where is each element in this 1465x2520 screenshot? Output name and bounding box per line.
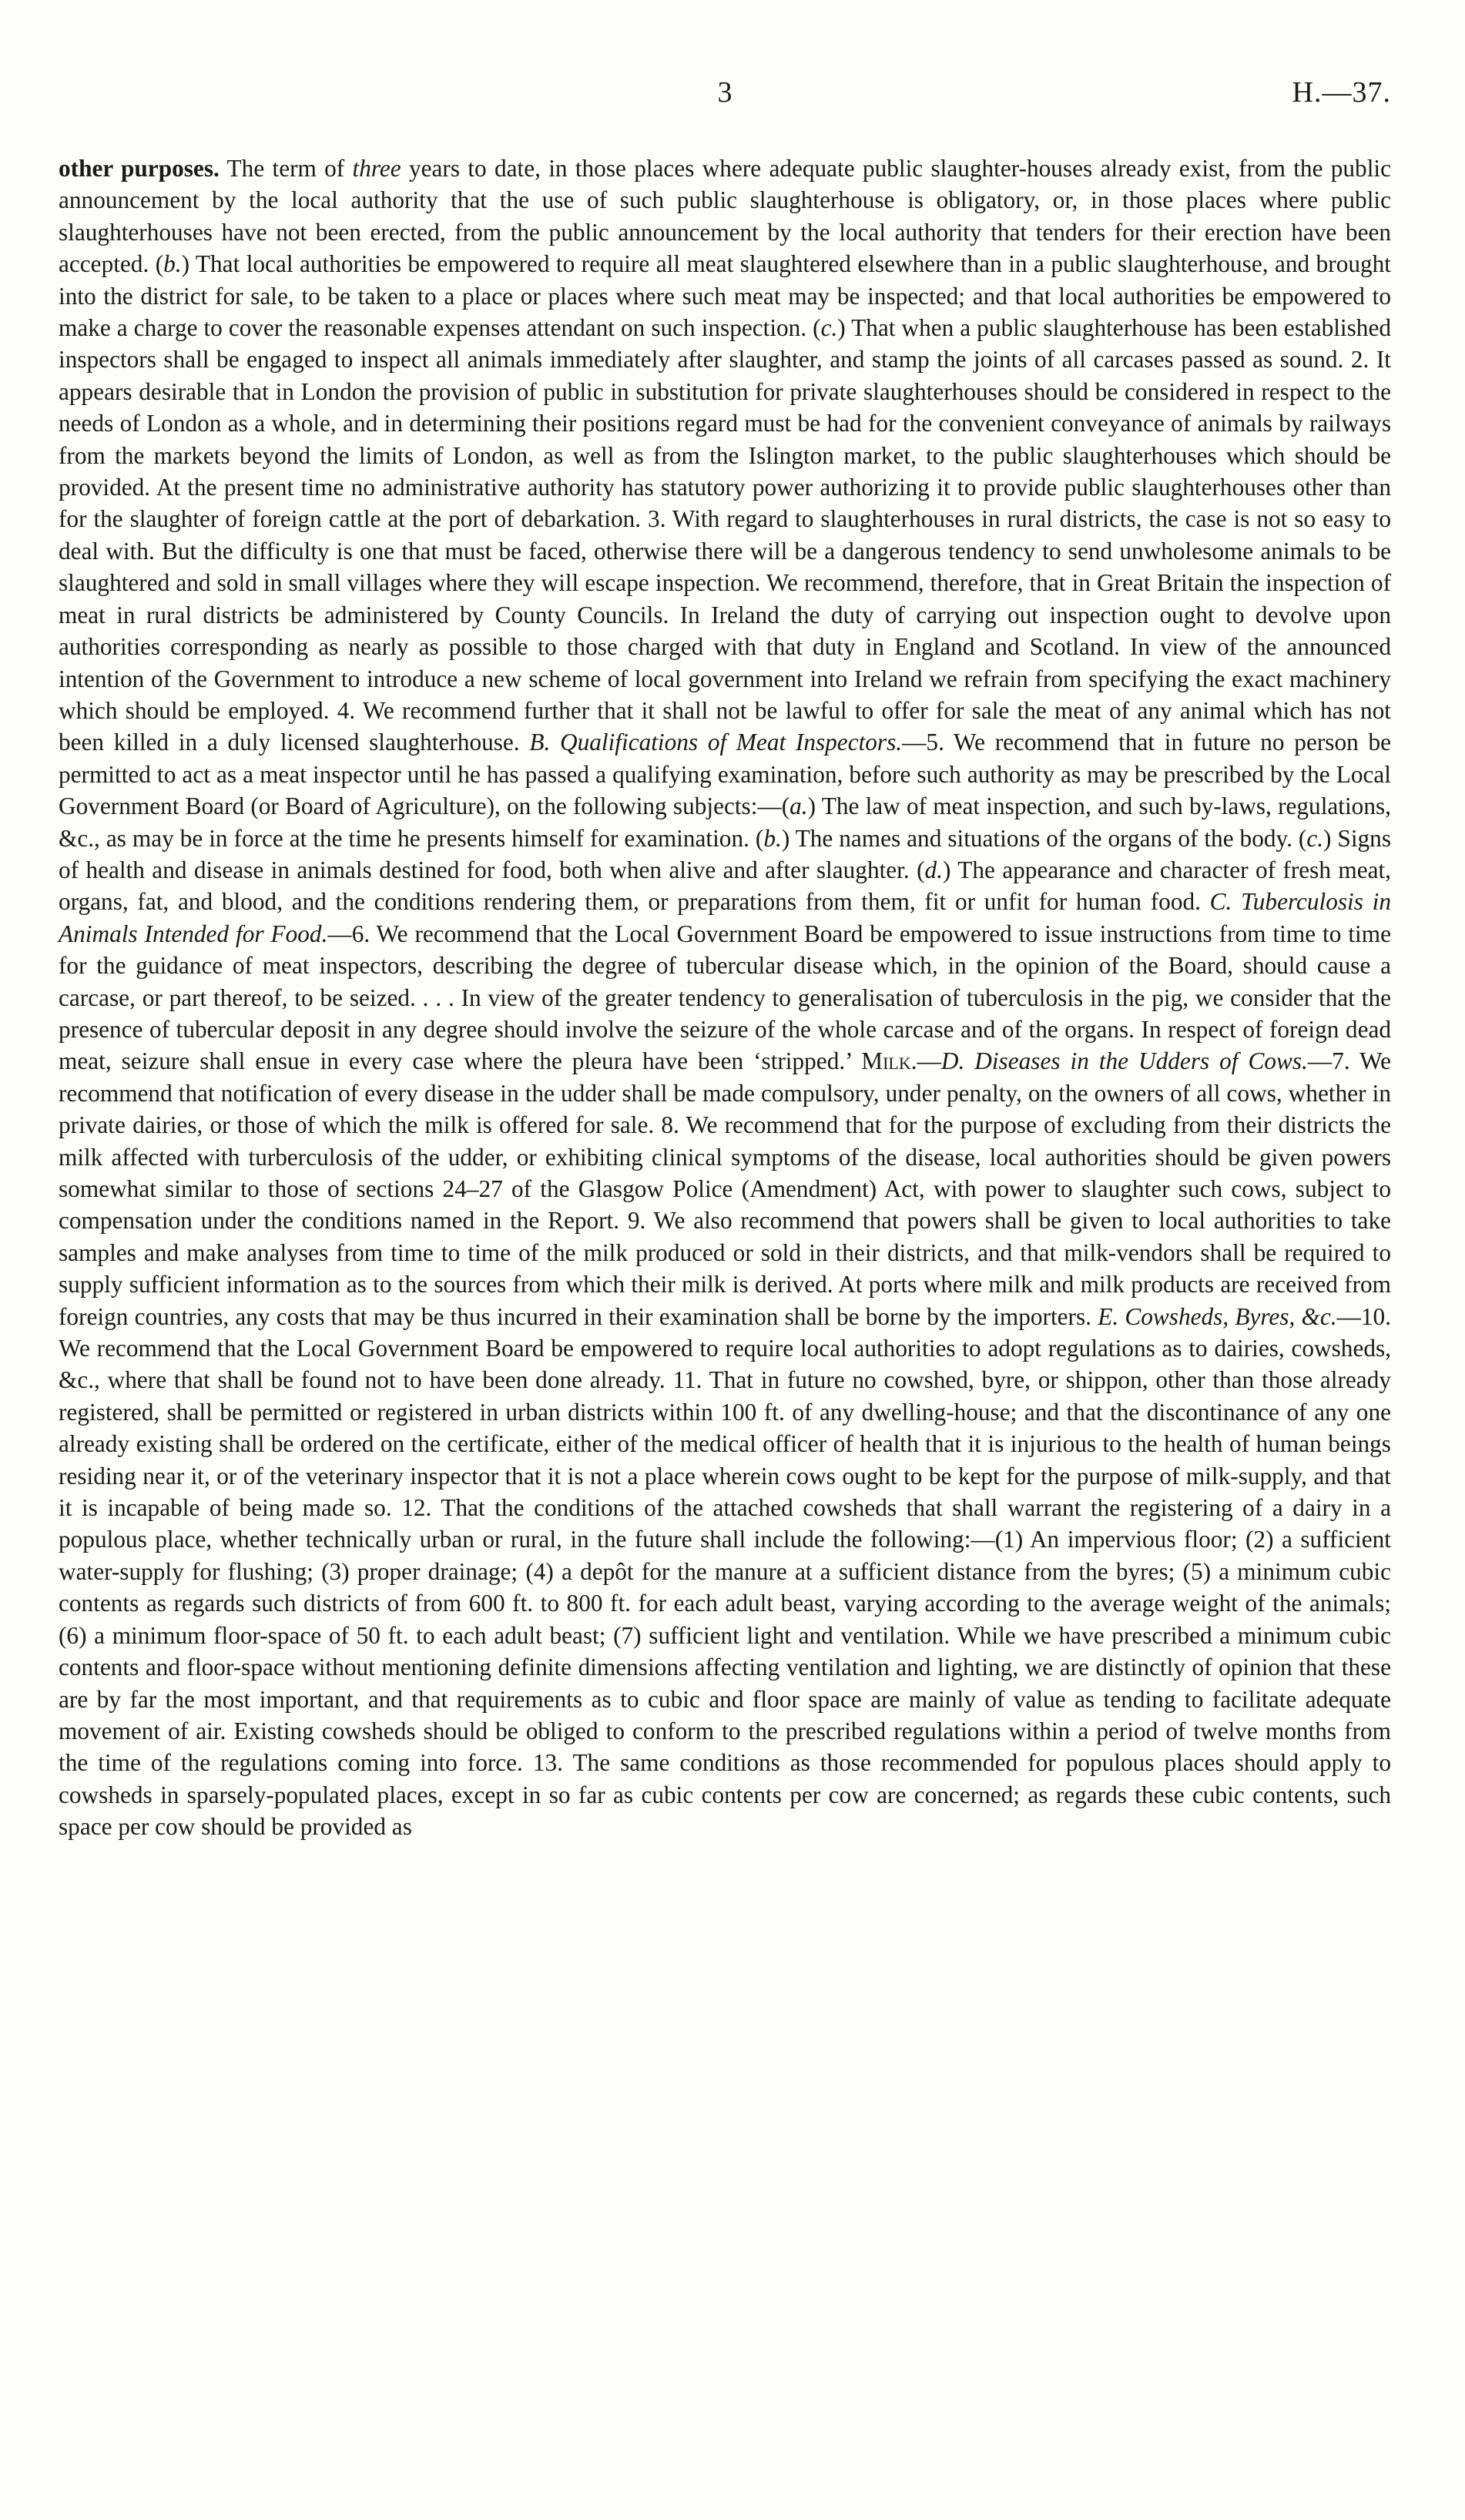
text-segment: ) The law of meat inspection, and such by-laws, regulations, &c., as may be in force at the time he presents himself for examination. ( [59,793,1391,852]
italic-term: b. [763,824,782,852]
text-segment: —5. We recommend that in future no person be permitted to act as a meat inspector until he has passed a qualifying examination, before such authority as may be prescribed by the Local Government Board (or Board of Agriculture), on the following subjects:—( [59,729,1391,820]
text-segment: ) That local authorities be empowered to require all meat slaughtered elsewhere than in a public slaughterhouse, and brought into the district for sale, to be taken to a place or places where such meat may be inspected; and that local authorities be empowered to make a charge to cover the reasonable expenses attendant on such inspection. ( [59,250,1391,342]
lead-in-phrase: other purposes. [59,155,220,182]
body-paragraph [59,152,1391,1843]
text-segment: ) The appearance and character of fresh meat, organs, fat, and blood, and the conditions rendering them, or preparations from them, fit or unfit for human food. [59,856,1391,916]
document-reference: H.—37. [1292,76,1391,109]
text-segment: .— [910,1047,941,1075]
section-heading-tuberculosis: C. Tuberculosis in Animals Intended for Food. [59,888,1391,947]
section-heading-qualifications: B. Qualifications of Meat Inspectors. [529,729,903,756]
text-segment: ) The names and situations of the organs of the body. ( [781,824,1307,852]
text-segment: —6. We recommend that the Local Government Board be empowered to issue instructions from time to time for the guidance of meat inspectors, describing the degree of tubercular disease which, in the opinion of the Board, should cause a carcase, or part thereof, to be seized. . . . In view of the greater tendency to generalisation of tuberculosis in the pig, we consider that the presence of tubercular deposit in any degree should involve the seizure of the whole carcase and of the organs. In respect of foreign dead meat, seizure shall ensue in every case where the pleura have been ‘stripped.’ [59,920,1391,1075]
page-header [59,75,1391,122]
text-segment: years to date, in those places where adequate public slaughter-houses already exist, from the public announcement by the local authority that the use of such public slaughterhouse is obligatory, or, in those places where public slaughterhouses have not been erected, from the public announcement by the local authority that tenders for their erection have been accepted. ( [59,155,1391,278]
italic-term: three [352,155,401,182]
italic-term: c. [820,314,838,342]
section-heading-milk: Milk [861,1047,911,1075]
text-segment: ) Signs of health and disease in animals destined for food, both when alive and after slaughter. ( [59,824,1392,883]
italic-term: d. [924,856,943,883]
italic-term: a. [789,793,808,820]
section-heading-cowsheds: E. Cowsheds, Byres, &c. [1098,1302,1337,1330]
italic-term: c. [1306,824,1324,852]
text-segment: ) That when a public slaughterhouse has been established inspectors shall be engaged to inspect all animals immediately after slaughter, and stamp the joints of all carcases passed as sound. 2. It appears desirable that in London the provision of public in substitution for private slaughterhouses should be considered in respect to the needs of London as a whole, and in determining their positions regard must be had for the convenient conveyance of animals by railways from the markets beyond the limits of London, as well as from the Islington market, to the public slaughterhouses which should be provided. At the present time no administrative authority has statutory power authorizing it to provide public slaughterhouses other than for the slaughter of foreign cattle at the port of debarkation. 3. With regard to slaughterhouses in rural districts, the case is not so easy to deal with. But the difficulty is one that must be faced, otherwise there will be a dangerous tendency to send unwholesome animals to be slaughtered and sold in small villages where they will escape inspection. We recommend, therefore, that in Great Britain the inspection of meat in rural districts be administered by County Councils. In Ireland the duty of carrying out inspection ought to devolve upon authorities corresponding as nearly as possible to those charged with that duty in England and Scotland. In view of the announced intention of the Government to introduce a new scheme of local government into Ireland we refrain from specifying the exact machinery which should be employed. 4. We recommend further that it shall not be lawful to offer for sale the meat of any animal which has not been killed in a duly licensed slaughterhouse. [59,314,1391,756]
text-segment: —7. We recommend that notification of every disease in the udder shall be made compulsory, under penalty, on the owners of all cows, whether in private dairies, or those of which the milk is offered for sale. 8. We recommend that for the purpose of excluding from their districts the milk affected with turberculosis of the udder, or exhibiting clinical symptoms of the disease, local authorities should be given powers somewhat similar to those of sections 24–27 of the Glasgow Police (Amendment) Act, with power to slaughter such cows, subject to compensation under the conditions named in the Report. 9. We also recommend that powers shall be given to local authorities to take samples and make analyses from time to time of the milk produced or sold in their districts, and that milk-vendors shall be required to supply sufficient information as to the sources from which their milk is derived. At ports where milk and milk products are received from foreign countries, any costs that may be thus incurred in their examination shall be borne by the importers. [59,1047,1391,1330]
text-segment: The term of [219,155,353,182]
italic-term: b. [163,250,182,278]
page-number: 3 [717,76,732,109]
section-heading-udders: D. Diseases in the Udders of Cows. [940,1047,1308,1075]
text-segment: —10. We recommend that the Local Government Board be empowered to require local authorities to adopt regulations as to dairies, cowsheds, &c., where that shall be found not to have been done already. 11. That in future no cowshed, byre, or shippon, other than those already registered, shall be permitted or registered in urban districts within 100 ft. of any dwelling-house; and that the discontinance of any one already existing shall be ordered on the certificate, either of the medical officer of health that it is injurious to the health of human beings residing near it, or of the veterinary inspector that it is not a place wherein cows ought to be kept for the purpose of milk-supply, and that it is incapable of being made so. 12. That the conditions of the attached cowsheds that shall warrant the registering of a dairy in a populous place, whether technically urban or rural, in the future shall include the following:—(1) An impervious floor; (2) a sufficient water-supply for flushing; (3) proper drainage; (4) a depôt for the manure at a sufficient distance from the byres; (5) a minimum cubic contents as regards such districts of from 600 ft. to 800 ft. for each adult beast, varying according to the average weight of the animals; (6) a minimum floor-space of 50 ft. to each adult beast; (7) sufficient light and ventilation. While we have prescribed a minimum cubic contents and floor-space without mentioning definite dimensions affecting ventilation and lighting, we are distinctly of opinion that these are by far the most important, and that requirements as to cubic and floor space are mainly of value as tending to facilitate adequate movement of air. Existing cowsheds should be obliged to conform to the prescribed regulations within a period of twelve months from the time of the regulations coming into force. 13. The same conditions as those recommended for populous places should apply to cowsheds in sparsely-populated places, except in so far as cubic contents per cow are concerned; as regards these cubic contents, such space per cow should be provided as [59,1302,1391,1841]
